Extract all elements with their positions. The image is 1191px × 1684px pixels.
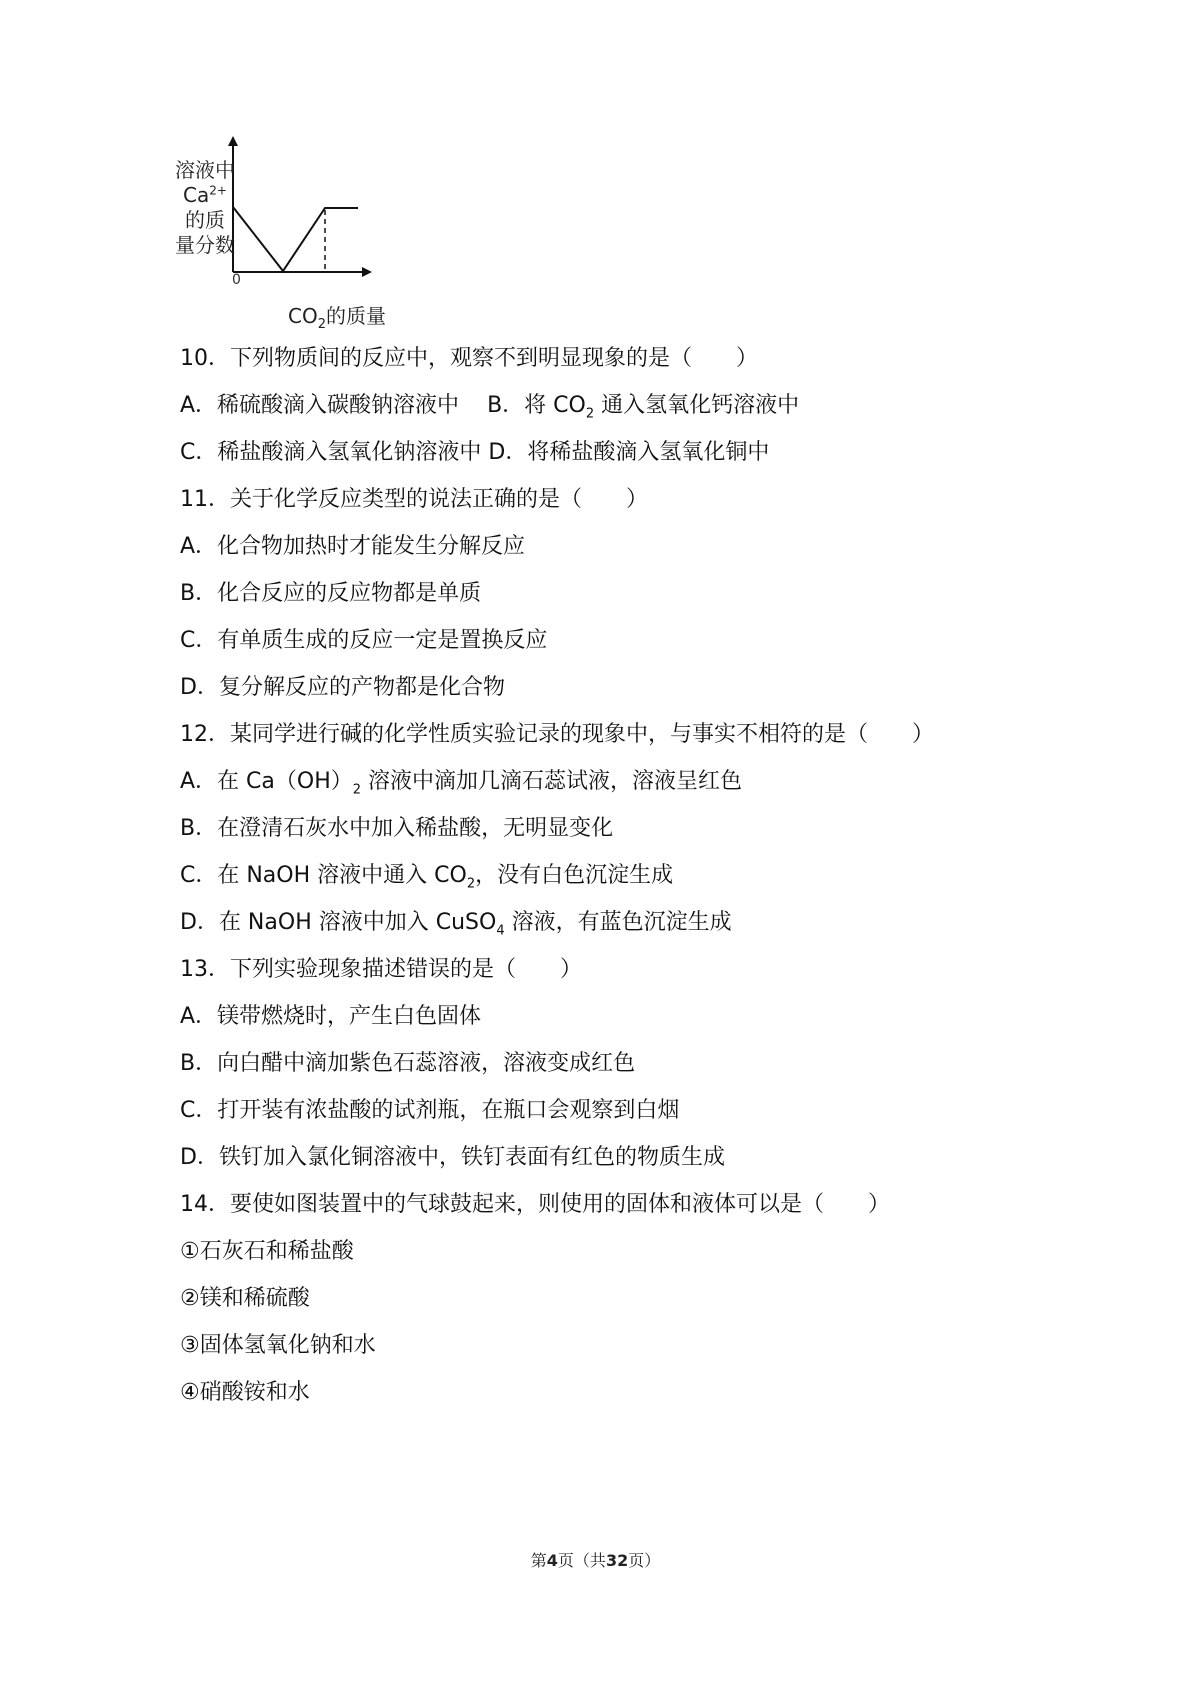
question-12-option-d: D．在 NaOH 溶液中加入 CuSO$_4$ 溶液，有蓝色沉淀生成 <box>180 910 732 939</box>
y-axis-label: 溶液中 $Ca^{2+}$ 的质 量分数 <box>175 158 235 257</box>
question-14-item-4: ④硝酸铵和水 <box>180 1380 310 1405</box>
question-14-item-2: ②镁和稀硫酸 <box>180 1286 310 1311</box>
question-11-option-c: C．有单质生成的反应一定是置换反应 <box>180 628 548 653</box>
question-9-figure <box>170 130 410 330</box>
question-11-stem: 11．关于化学反应类型的说法正确的是（ ） <box>180 487 648 512</box>
question-12-option-b: B．在澄清石灰水中加入稀盐酸，无明显变化 <box>180 816 614 841</box>
page-footer: 第4页（共32页） <box>530 1551 661 1570</box>
current-page-number: 4 <box>546 1551 558 1570</box>
origin-label: 0 <box>232 272 241 288</box>
question-13-stem: 13．下列实验现象描述错误的是（ ） <box>180 957 582 982</box>
question-11-option-b: B．化合反应的反应物都是单质 <box>180 581 482 606</box>
question-14-item-1: ①石灰石和稀盐酸 <box>180 1239 354 1264</box>
question-10-option-a: A．稀硫酸滴入碳酸钠溶液中 <box>180 393 460 418</box>
question-12-stem: 12．某同学进行碱的化学性质实验记录的现象中，与事实不相符的是（ ） <box>180 722 934 747</box>
question-12-option-a: A．在 $Ca(OH)_2$ 溶液中滴加几滴石蕊试液，溶液呈红色 <box>180 769 743 798</box>
question-12-option-c: C．在 NaOH 溶液中通入 $CO_2$，没有白色沉淀生成 <box>180 863 674 892</box>
question-10-option-c: C．稀盐酸滴入氢氧化钠溶液中 <box>180 440 482 465</box>
question-14-stem: 14．要使如图装置中的气球鼓起来，则使用的固体和液体可以是（ ） <box>180 1192 890 1217</box>
question-10-option-d: D．将稀盐酸滴入氢氧化铜中 <box>488 440 770 465</box>
question-13-option-c: C．打开装有浓盐酸的试剂瓶，在瓶口会观察到白烟 <box>180 1098 680 1123</box>
mass-fraction-curve <box>233 207 358 271</box>
question-11-option-a: A．化合物加热时才能发生分解反应 <box>180 534 526 559</box>
question-10-option-b: B．将 $CO_2$ 通入氢氧化钙溶液中 <box>487 393 800 422</box>
question-list <box>180 335 1080 1416</box>
question-13-option-d: D．铁钉加入氯化铜溶液中，铁钉表面有红色的物质生成 <box>180 1145 725 1170</box>
question-10-options-ab <box>180 382 1080 429</box>
question-11-option-d: D．复分解反应的产物都是化合物 <box>180 675 505 700</box>
question-10-stem: 10．下列物质间的反应中，观察不到明显现象的是（ ） <box>180 346 758 371</box>
total-pages: 32 <box>605 1551 629 1570</box>
question-10-options-cd <box>180 429 1080 476</box>
question-13-option-a: A．镁带燃烧时，产生白色固体 <box>180 1004 482 1029</box>
question-13-option-b: B．向白醋中滴加紫色石蕊溶液，溶液变成红色 <box>180 1051 636 1076</box>
question-14-item-3: ③固体氢氧化钠和水 <box>180 1333 376 1358</box>
x-axis-label: $CO_2$的质量 <box>288 304 386 332</box>
